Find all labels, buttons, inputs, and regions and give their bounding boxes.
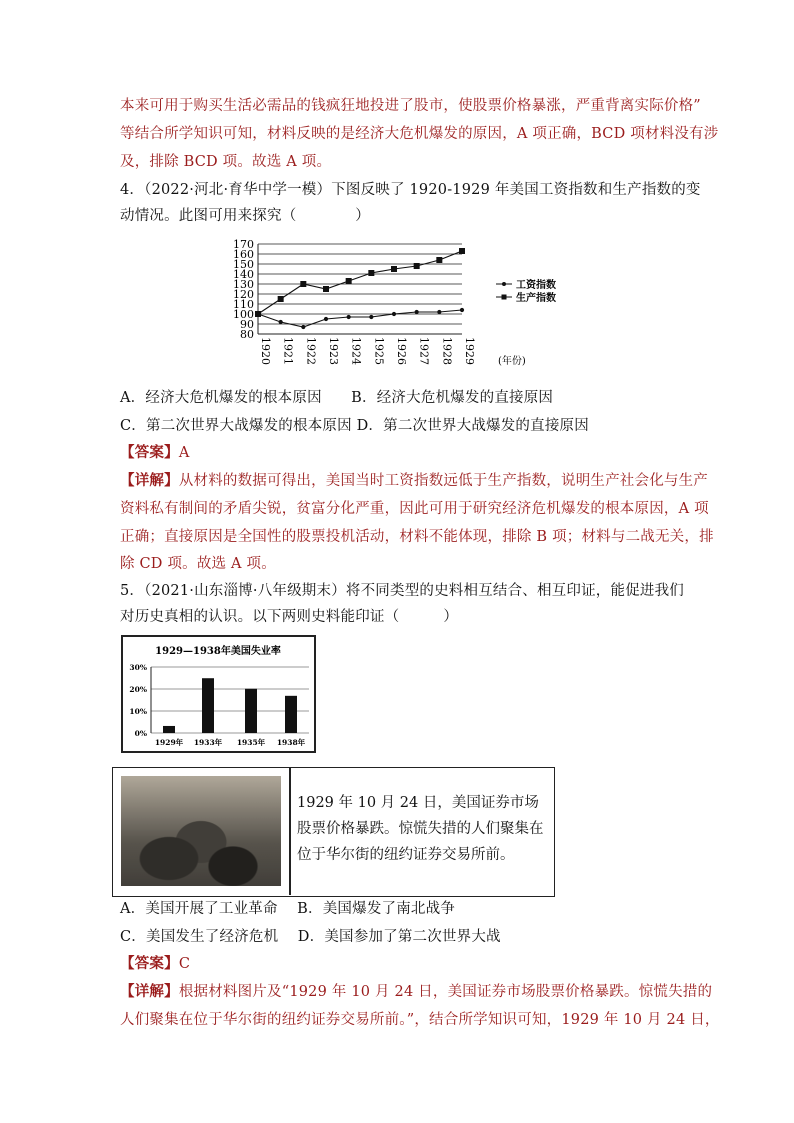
x-tick-label: 1935年	[236, 738, 266, 747]
prev-explanation-line: 本来可用于购买生活必需品的钱疯狂地投进了股市，使股票价格暴涨，严重背离实际价格”	[120, 98, 701, 114]
answer-value: C	[178, 956, 191, 972]
bar-1938年	[285, 696, 297, 733]
x-tick-label: 1922	[304, 337, 318, 365]
answer-value: A	[178, 445, 190, 461]
question-4-options-cd: C．第二次世界大战爆发的根本原因 D．第二次世界大战爆发的直接原因	[120, 418, 589, 434]
explanation-label: 【详解】	[120, 983, 179, 1000]
question-5-answer	[120, 954, 680, 974]
table-divider	[289, 768, 291, 895]
x-tick-label: 1926	[395, 337, 408, 365]
data-point	[437, 310, 441, 314]
y-tick-label: 90	[240, 318, 254, 331]
x-tick-label: 1921	[281, 337, 295, 365]
legend-label: 生产指数	[516, 293, 556, 304]
y-tick-label: 10%	[129, 707, 147, 716]
question-5-options-cd: C．美国发生了经济危机 D．美国参加了第二次世界大战	[120, 929, 501, 945]
data-point	[300, 281, 306, 287]
prev-explanation-line: 及，排除 BCD 项。故选 A 项。	[120, 154, 332, 170]
data-point	[324, 317, 328, 321]
data-point	[414, 263, 420, 269]
explanation-text: 人们聚集在位于华尔街的纽约证券交易所前。”，结合所学知识可知，1929 年 10 月 24 日，	[120, 1012, 720, 1028]
answer-label: 【答案】	[120, 955, 179, 972]
x-tick-label: 1933年	[193, 738, 223, 747]
y-tick-label: 130	[233, 278, 254, 291]
question-5-explanation	[120, 982, 713, 1002]
prev-explanation-line: 等结合所学知识可知，材料反映的是经济大危机爆发的原因，A 项正确，BCD 项材料没有涉	[120, 126, 719, 142]
explanation-text: 从材料的数据可得出，美国当时工资指数远低于生产指数，说明生产社会化与生产	[178, 473, 709, 489]
series-line-wage	[258, 310, 462, 327]
x-tick-label: 1925	[372, 337, 386, 365]
material-caption: 1929 年 10 月 24 日，美国证券市场股票价格暴跌。惊慌失措的人们聚集在位于华尔街的纽约证券交易所前。	[297, 795, 544, 863]
data-point	[347, 315, 351, 319]
bar-1935年	[245, 689, 257, 733]
question-4-options-ab: A．经济大危机爆发的根本原因 B．经济大危机爆发的直接原因	[120, 390, 554, 406]
x-tick-label: 1920	[259, 337, 272, 365]
wall-street-crowd-photo	[121, 776, 281, 886]
data-point	[323, 286, 329, 292]
y-tick-label: 30%	[129, 663, 147, 672]
explanation-text: 正确；直接原因是全国性的股票投机活动，材料不能体现，排除 B 项；材料与二战无关，排	[120, 529, 714, 545]
y-tick-label: 140	[233, 268, 254, 281]
legend-marker	[502, 295, 507, 300]
data-point	[415, 310, 419, 314]
explanation-text: 资料私有制间的矛盾尖锐，贫富分化严重，因此可用于研究经济危机爆发的根本原因，A 项	[120, 501, 709, 517]
y-tick-label: 80	[240, 328, 254, 341]
question-4-explanation	[120, 471, 709, 491]
y-tick-label: 170	[233, 238, 254, 251]
data-point	[255, 311, 261, 317]
x-tick-label: 1927	[417, 337, 431, 365]
data-point	[301, 325, 305, 329]
chart-title: 1929—1938年美国失业率	[155, 646, 281, 657]
legend-marker	[502, 282, 506, 286]
explanation-label: 【详解】	[120, 472, 179, 489]
answer-label: 【答案】	[120, 444, 179, 461]
x-tick-label: 1928	[440, 337, 454, 365]
bar-1929年	[163, 726, 175, 733]
question-4-stem: 动情况。此图可用来探究（ ）	[120, 208, 370, 224]
x-tick-label: 1938年	[276, 738, 306, 747]
x-tick-label: 1929	[463, 337, 476, 365]
x-tick-label: 1923	[327, 337, 340, 365]
data-point	[346, 278, 352, 284]
explanation-text: 根据材料图片及“1929 年 10 月 24 日，美国证券市场股票价格暴跌。惊慌失措的	[178, 984, 713, 1000]
data-point	[369, 315, 373, 319]
x-axis-label: (年份)	[498, 356, 526, 367]
data-point	[278, 296, 284, 302]
question-5-options-ab: A．美国开展了工业革命 B．美国爆发了南北战争	[120, 901, 456, 917]
y-tick-label: 160	[233, 248, 254, 261]
y-tick-label: 20%	[129, 685, 147, 694]
data-point	[391, 266, 397, 272]
data-point	[279, 320, 283, 324]
question-4-stem: 4．（2022·河北·育华中学一模）下图反映了 1920-1929 年美国工资指数和生产指数的变	[120, 182, 701, 198]
unemployment-chart-box	[121, 635, 316, 753]
y-tick-label: 100	[233, 308, 254, 321]
data-point	[460, 308, 464, 312]
wage-production-index-chart	[226, 236, 576, 378]
data-point	[436, 257, 442, 263]
y-tick-label: 0%	[134, 729, 147, 738]
data-point	[392, 312, 396, 316]
question-5-stem: 5．（2021·山东淄博·八年级期末）将不同类型的史料相互结合、相互印证，能促进我们	[120, 583, 684, 599]
series-line-production	[258, 251, 462, 314]
unemployment-rate-chart	[123, 637, 314, 751]
material-table	[112, 767, 555, 897]
x-tick-label: 1924	[349, 337, 363, 365]
x-tick-label: 1929年	[154, 738, 184, 747]
data-point	[368, 270, 374, 276]
question-4-answer	[120, 443, 680, 463]
question-5-stem: 对历史真相的认识。以下两则史料能印证（ ）	[120, 609, 459, 625]
bar-1933年	[202, 678, 214, 733]
explanation-text: 除 CD 项。故选 A 项。	[120, 556, 276, 572]
data-point	[459, 248, 465, 254]
y-tick-label: 150	[233, 258, 254, 271]
y-tick-label: 110	[233, 298, 254, 311]
legend-label: 工资指数	[516, 280, 556, 291]
y-tick-label: 120	[233, 288, 254, 301]
